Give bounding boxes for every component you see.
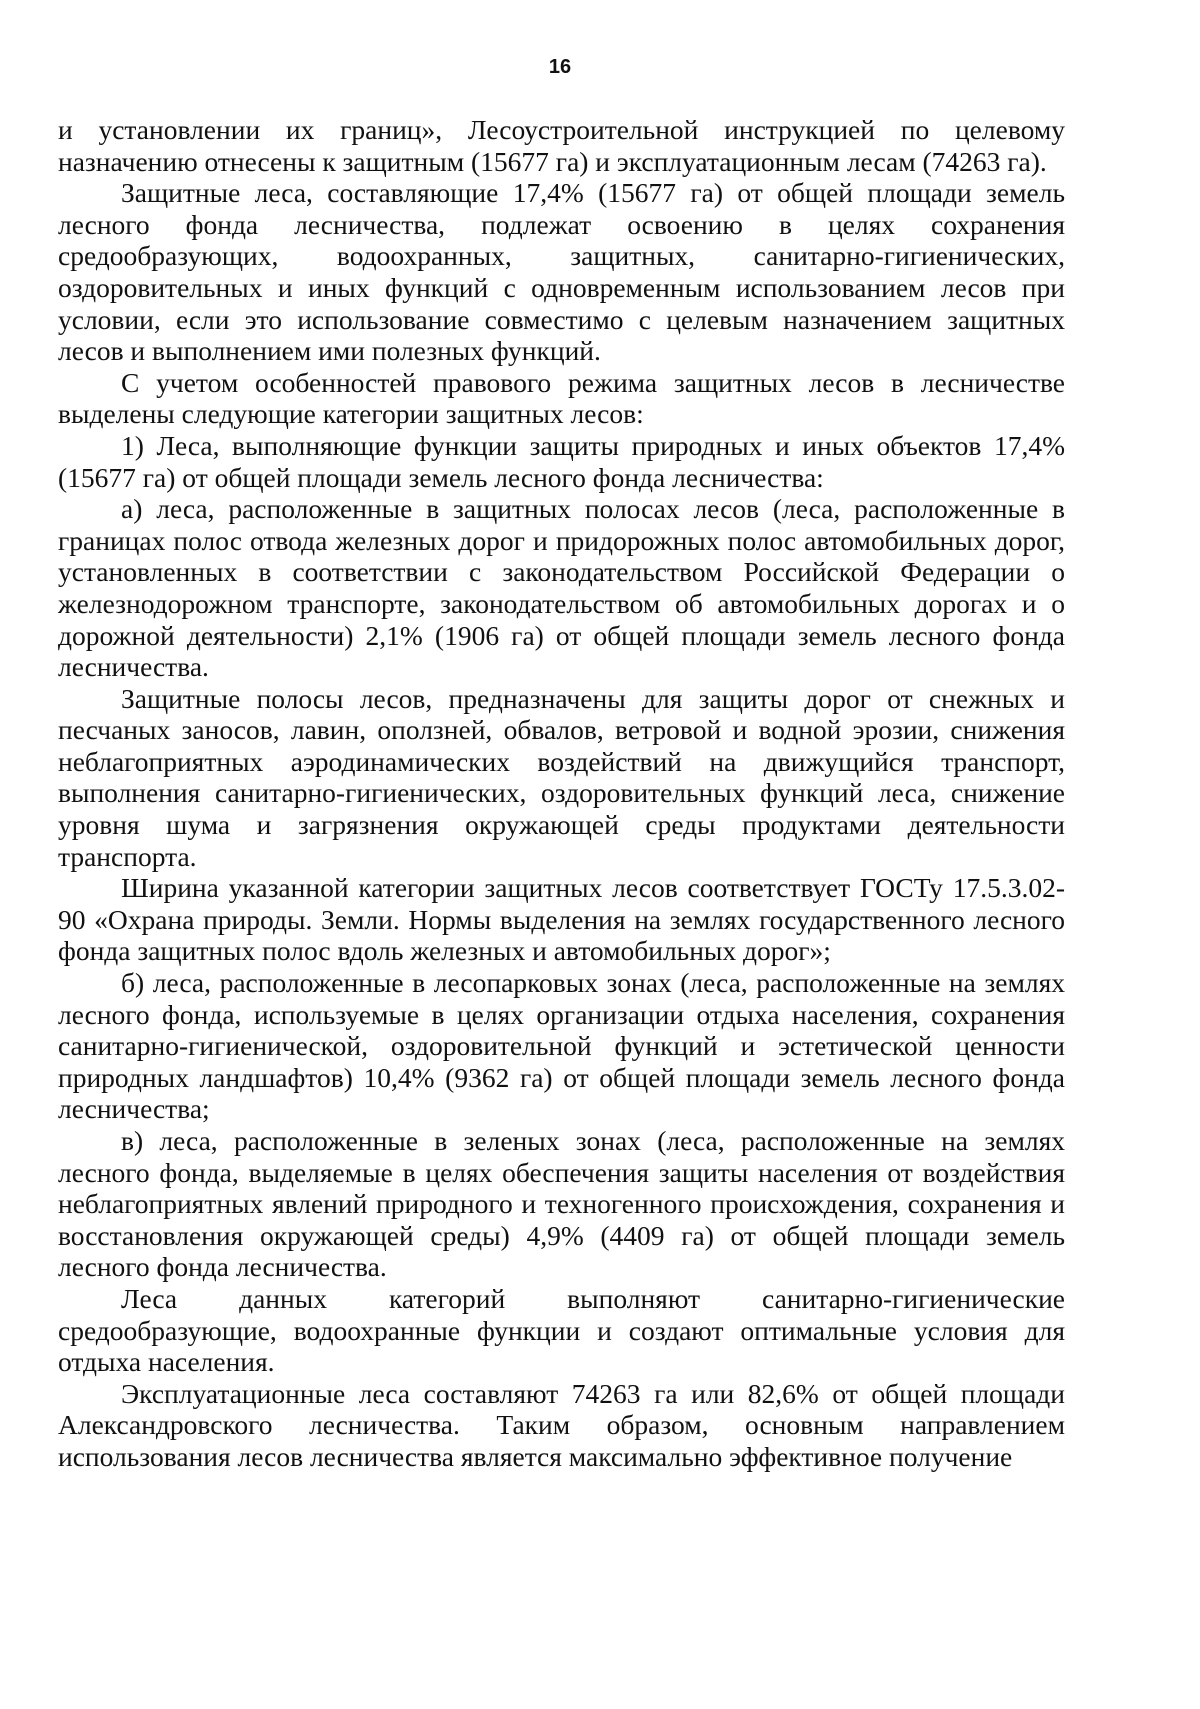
paragraph-10: Леса данных категорий выполняют санитарно-гигиенические средообразующие, водоохранные функции и создают оптимальные условия для отдыха населения. [58,1282,1065,1378]
paragraph-7: Ширина указанной категории защитных лесов соответствует ГОСТу 17.5.3.02-90 «Охрана природы. Земли. Нормы выделения на землях государственного лесного фонда защитных полос вдоль железных и автомобильных дорог»; [58,872,1065,967]
page-number: 16 [548,56,572,78]
paragraph-2: Защитные леса, составляющие 17,4% (15677 га) от общей площади земель лесного фонда лесничества, подлежат освоению в целях сохранения средообразующих, водоохранных, защитных, санитарно-гигиенических, оздоровительных и иных функций с одновременным использованием лесов при условии, если это использование совместимо с целевым назначением защитных лесов и выполнением ими полезных функций. [58,177,1065,367]
paragraph-8: б) леса, расположенные в лесопарковых зонах (леса, расположенные на землях лесного фонда, используемые в целях организации отдыха населения, сохранения санитарно-гигиенической, оздоровительной функций и эстетической ценности природных ландшафтов) 10,4% (9362 га) от общей площади земель лесного фонда лесничества; [58,967,1065,1125]
paragraph-5: а) леса, расположенные в защитных полосах лесов (леса, расположенные в границах полос отвода железных дорог и придорожных полос автомобильных дорог, установленных в соответствии с законодательством Российской Федерации о железнодорожном транспорте, законодательством об автомобильных дорогах и о дорожной деятельности) 2,1% (1906 га) от общей площади земель лесного фонда лесничества. [58,493,1065,683]
paragraph-6: Защитные полосы лесов, предназначены для защиты дорог от снежных и песчаных заносов, лавин, оползней, обвалов, ветровой и водной эрозии, снижения неблагоприятных аэродинамических воздействий на движущийся транспорт, выполнения санитарно-гигиенических, оздоровительных функций леса, снижение уровня шума и загрязнения окружающей среды продуктами деятельности транспорта. [58,682,1065,872]
document-body [58,114,1065,1473]
paragraph-1: и установлении их границ», Лесоустроительной инструкцией по целевому назначению отнесены к защитным (15677 га) и эксплуатационным лесам (74263 га). [58,114,1065,177]
paragraph-9: в) леса, расположенные в зеленых зонах (леса, расположенные на землях лесного фонда, выделяемые в целях обеспечения защиты населения от воздействия неблагоприятных явлений природного и техногенного происхождения, сохранения и восстановления окружающей среды) 4,9% (4409 га) от общей площади земель лесного фонда лесничества. [58,1125,1065,1283]
paragraph-4: 1) Леса, выполняющие функции защиты природных и иных объектов 17,4% (15677 га) от общей площади земель лесного фонда лесничества: [58,429,1065,493]
paragraph-11: Эксплуатационные леса составляют 74263 га или 82,6% от общей площади Александровского лесничества. Таким образом, основным направлением использования лесов лесничества является максимально эффективное получение [58,1377,1065,1472]
paragraph-3: С учетом особенностей правового режима защитных лесов в лесничестве выделены следующие категории защитных лесов: [58,366,1065,430]
